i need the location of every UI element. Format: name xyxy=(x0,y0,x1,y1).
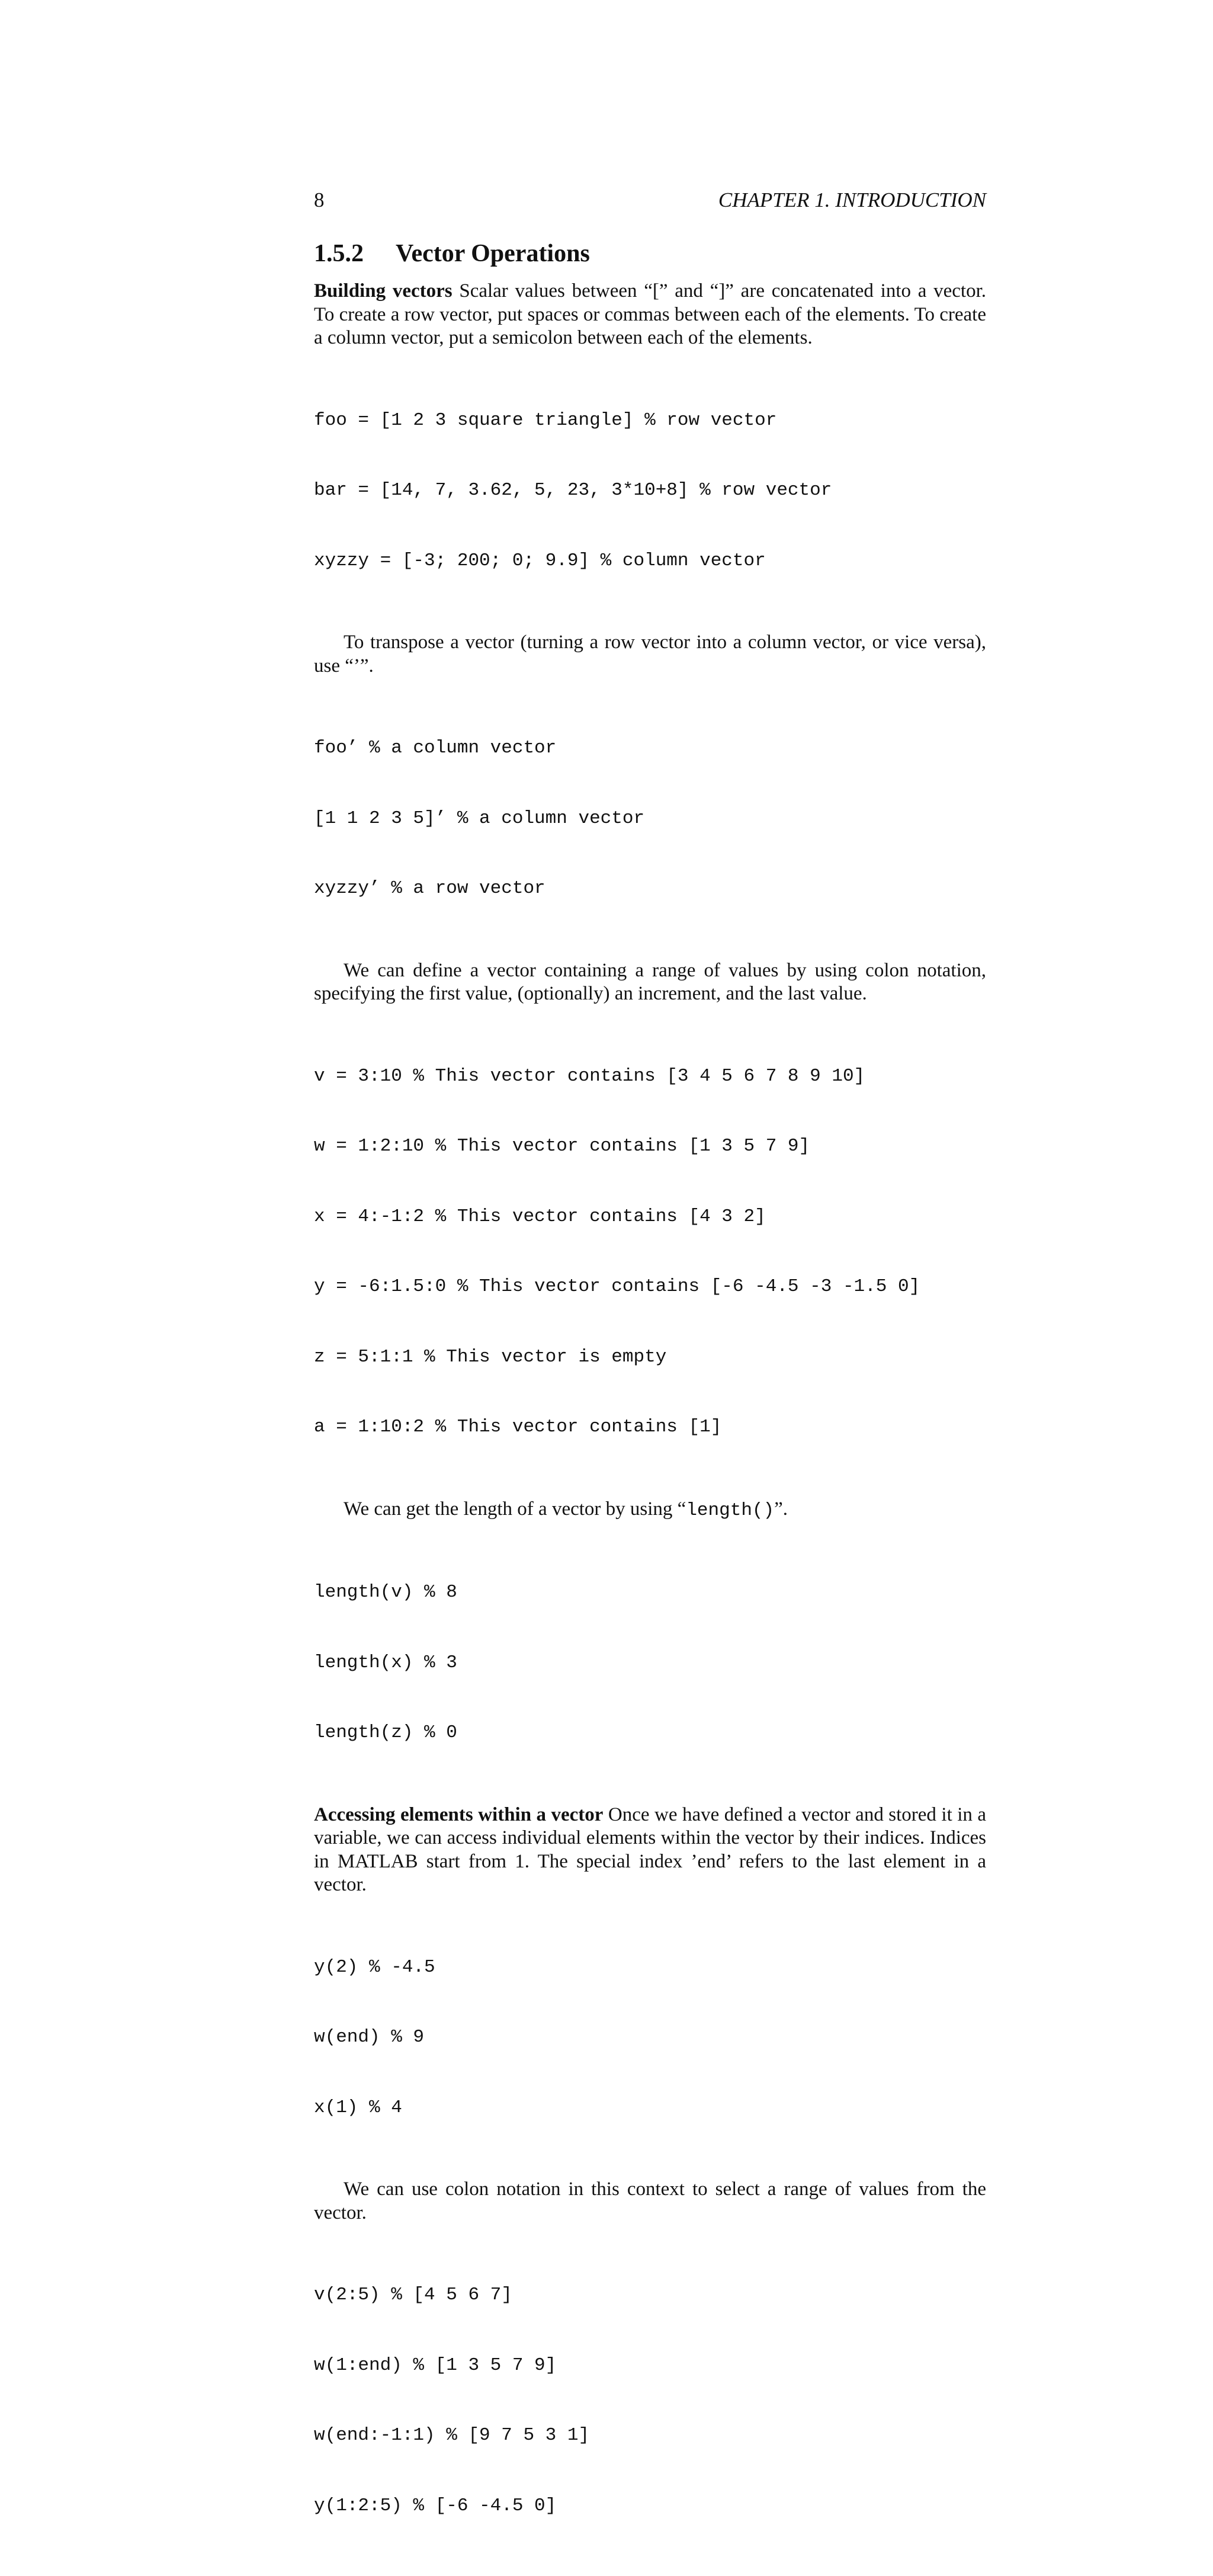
accessing-paragraph xyxy=(314,1803,986,1897)
code-line: a = 1:10:2 % This vector contains [1] xyxy=(314,1417,722,1437)
ranges-code xyxy=(314,1018,986,1486)
length-text-after: ”. xyxy=(774,1498,788,1520)
code-line: y(1:2:5) % [-6 -4.5 0] xyxy=(314,2495,557,2516)
code-line: foo = [1 2 3 square triangle] % row vector xyxy=(314,409,777,431)
code-line: [1 1 2 3 5]’ % a column vector xyxy=(314,808,645,829)
code-line: foo’ % a column vector xyxy=(314,738,557,758)
building-vectors-runin: Building vectors xyxy=(314,280,453,302)
colon-select-code xyxy=(314,2237,986,2564)
code-line: xyzzy = [-3; 200; 0; 9.9] % column vector xyxy=(314,550,766,571)
building-vectors-paragraph xyxy=(314,280,986,350)
code-line: length(x) % 3 xyxy=(314,1652,457,1673)
code-line: w(1:end) % [1 3 5 7 9] xyxy=(314,2354,557,2376)
code-line: length(z) % 0 xyxy=(314,1722,457,1743)
code-line: x(1) % 4 xyxy=(314,2097,402,2118)
code-line: z = 5:1:1 % This vector is empty xyxy=(314,1346,667,1367)
colon-select-paragraph: We can use colon notation in this context to select a range of values from the vector. xyxy=(314,2178,986,2223)
transpose-paragraph: To transpose a vector (turning a row vector into a column vector, or vice versa), use “’”. xyxy=(314,632,986,677)
accessing-code xyxy=(314,1909,986,2167)
code-line: v = 3:10 % This vector contains [3 4 5 6 7 8 9 10] xyxy=(314,1065,865,1087)
section-title: Vector Operations xyxy=(396,240,590,267)
code-line: y = -6:1.5:0 % This vector contains [-6 -4.5 -3 -1.5 0] xyxy=(314,1276,920,1297)
chapter-title: CHAPTER 1. INTRODUCTION xyxy=(718,188,986,212)
code-line: w(end:-1:1) % [9 7 5 3 1] xyxy=(314,2425,590,2446)
page-body xyxy=(314,238,986,2576)
code-line: w = 1:2:10 % This vector contains [1 3 5 7 9] xyxy=(314,1136,810,1156)
code-line: w(end) % 9 xyxy=(314,2027,425,2048)
accessing-text: Once we have defined a vector and stored it in a variable, we can access individual elements within the vector by their indices. Indices in MATLAB start from 1. The special index ’end’ refers to the last element in a vector. xyxy=(314,1803,986,1895)
page-number: 8 xyxy=(314,188,325,212)
section-heading xyxy=(314,238,986,269)
length-code xyxy=(314,1534,986,1792)
code-line: length(v) % 8 xyxy=(314,1582,457,1603)
code-line: v(2:5) % [4 5 6 7] xyxy=(314,2285,512,2305)
transpose-code xyxy=(314,690,986,947)
length-text-before: We can get the length of a vector by using “ xyxy=(344,1498,686,1520)
code-line: x = 4:-1:2 % This vector contains [4 3 2] xyxy=(314,1206,766,1227)
running-header xyxy=(314,188,986,214)
accessing-runin: Accessing elements within a vector xyxy=(314,1803,604,1825)
code-line: xyzzy’ % a row vector xyxy=(314,878,545,899)
building-vectors-text: Scalar values between “[” and “]” are concatenated into a vector. To create a row vector, put spaces or commas between each of the elements. To create a column vector, put a semicolon between each of the elements. xyxy=(314,280,987,348)
code-line: y(2) % -4.5 xyxy=(314,1956,435,1978)
section-number: 1.5.2 xyxy=(314,240,364,267)
code-line: bar = [14, 7, 3.62, 5, 23, 3*10+8] % row vector xyxy=(314,480,832,501)
inline-code: length() xyxy=(686,1500,775,1521)
length-paragraph xyxy=(314,1498,986,1523)
ranges-paragraph: We can define a vector containing a range of values by using colon notation, specifying the first value, (optionally) an increment, and the last value. xyxy=(314,959,986,1004)
building-vectors-code xyxy=(314,362,986,620)
